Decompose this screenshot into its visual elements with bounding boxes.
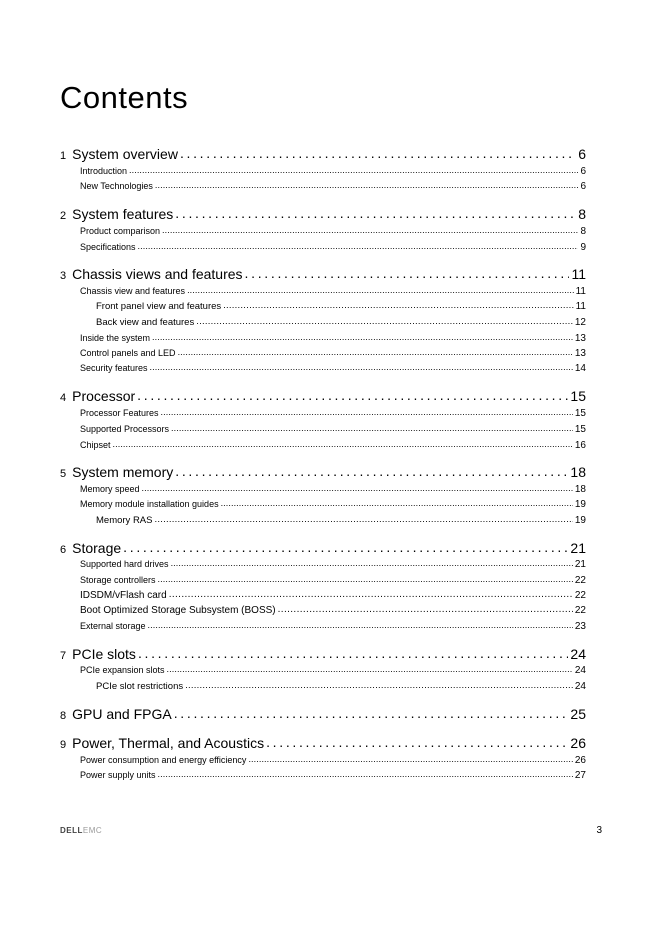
entry-title: Chassis view and features: [80, 286, 186, 296]
toc-entry[interactable]: [60, 166, 586, 177]
page-ref: 16: [574, 440, 586, 451]
entry-title: Inside the system: [80, 333, 151, 343]
dot-leader: [138, 645, 568, 661]
chapter-title: System overview: [72, 146, 178, 162]
dot-leader: [171, 558, 573, 568]
page-ref: 14: [574, 363, 586, 374]
dot-leader: [221, 498, 573, 508]
toc-chapter-5[interactable]: [60, 464, 586, 480]
entry-title: Product comparison: [80, 226, 161, 236]
toc-entry[interactable]: [60, 226, 586, 237]
dot-leader: [223, 300, 573, 311]
entry-title: Power supply units: [80, 770, 156, 780]
dot-leader: [123, 539, 568, 555]
dot-leader: [154, 514, 572, 525]
page-ref: 15: [570, 388, 586, 404]
dot-leader: [178, 347, 573, 357]
entry-title: Power consumption and energy efficiency: [80, 755, 247, 765]
chapter-title: Power, Thermal, and Acoustics: [72, 735, 265, 751]
toc-entry[interactable]: [60, 440, 586, 451]
toc-entry[interactable]: [60, 424, 586, 435]
dot-leader: [175, 205, 576, 221]
dot-leader: [113, 439, 573, 449]
page-ref: 13: [574, 348, 586, 359]
dot-leader: [142, 483, 573, 493]
toc-entry[interactable]: [60, 575, 586, 586]
chapter-title: System features: [72, 206, 174, 222]
dot-leader: [196, 316, 573, 327]
page-ref: 15: [574, 424, 586, 435]
page-ref: 18: [574, 484, 586, 495]
dot-leader: [174, 705, 569, 721]
toc-entry[interactable]: [60, 755, 586, 766]
page-ref: 22: [574, 590, 586, 601]
chapter-title: Processor: [72, 388, 136, 404]
entry-title: Storage controllers: [80, 575, 156, 585]
page-ref: 9: [580, 242, 586, 253]
page-ref: 22: [574, 605, 586, 616]
toc-entry[interactable]: [60, 317, 586, 328]
page-ref: 12: [574, 317, 586, 328]
page-ref: 21: [570, 540, 586, 556]
chapter-title: PCIe slots: [72, 646, 136, 662]
toc-entry[interactable]: [60, 242, 586, 253]
toc-entry[interactable]: [60, 499, 586, 510]
page-ref: 11: [575, 286, 586, 297]
page-ref: 19: [574, 515, 586, 526]
page-ref: 19: [574, 499, 586, 510]
dot-leader: [137, 387, 568, 403]
dot-leader: [138, 241, 579, 251]
toc-entry[interactable]: [60, 770, 586, 781]
entry-title: Chipset: [80, 440, 111, 450]
page-ref: 15: [574, 408, 586, 419]
toc-chapter-6[interactable]: [60, 540, 586, 556]
entry-title: IDSDM/vFlash card: [80, 590, 167, 601]
dot-leader: [180, 145, 576, 161]
page-ref: 26: [574, 755, 586, 766]
toc-entry[interactable]: [60, 605, 586, 616]
dot-leader: [248, 754, 572, 764]
dot-leader: [152, 332, 573, 342]
page-ref: 13: [574, 333, 586, 344]
toc-entry[interactable]: [60, 286, 586, 297]
dot-leader: [129, 165, 578, 175]
dot-leader: [266, 734, 568, 750]
toc-entry[interactable]: [60, 681, 586, 692]
dot-leader: [185, 680, 573, 691]
page-ref: 11: [575, 301, 586, 312]
entry-title: Security features: [80, 363, 148, 373]
page-title: Contents: [60, 80, 189, 115]
toc-entry[interactable]: [60, 348, 586, 359]
entry-title: Specifications: [80, 242, 136, 252]
page-ref: 6: [580, 181, 586, 192]
entry-title: Memory RAS: [96, 515, 153, 526]
dot-leader: [148, 620, 573, 630]
page-ref: 23: [574, 621, 586, 632]
dot-leader: [155, 180, 579, 190]
page-ref: 11: [571, 266, 586, 282]
page-ref: 6: [578, 146, 586, 162]
page-ref: 27: [574, 770, 586, 781]
entry-title: Introduction: [80, 166, 128, 176]
dot-leader: [245, 265, 570, 281]
dot-leader: [187, 285, 574, 295]
toc-entry[interactable]: [60, 590, 586, 601]
entry-title: Boot Optimized Storage Subsystem (BOSS): [80, 605, 276, 616]
chapter-number: 2: [60, 210, 67, 222]
toc-chapter-7[interactable]: [60, 646, 586, 662]
chapter-title: GPU and FPGA: [72, 706, 172, 722]
toc-entry[interactable]: [60, 408, 586, 419]
chapter-number: 7: [60, 650, 67, 662]
page-ref: 24: [574, 681, 586, 692]
entry-title: External storage: [80, 621, 146, 631]
entry-title: Memory speed: [80, 484, 140, 494]
dot-leader: [171, 423, 573, 433]
chapter-number: 4: [60, 392, 67, 404]
chapter-title: Storage: [72, 540, 122, 556]
chapter-number: 1: [60, 150, 67, 162]
dot-leader: [162, 225, 578, 235]
dot-leader: [167, 664, 573, 674]
entry-title: Back view and features: [96, 317, 195, 328]
dot-leader: [158, 574, 573, 584]
toc-entry[interactable]: [60, 559, 586, 570]
toc-entry[interactable]: [60, 333, 586, 344]
toc-chapter-3[interactable]: [60, 266, 586, 282]
toc-entry[interactable]: [60, 621, 586, 632]
page-number: 3: [596, 825, 602, 836]
toc-entry[interactable]: [60, 665, 586, 676]
dot-leader: [175, 463, 568, 479]
page-ref: 18: [570, 464, 586, 480]
dot-leader: [278, 604, 573, 615]
logo-emc-text: EMC: [82, 826, 103, 835]
toc-entry[interactable]: [60, 515, 586, 526]
chapter-title: System memory: [72, 464, 174, 480]
chapter-title: Chassis views and features: [72, 266, 243, 282]
entry-title: Supported Processors: [80, 424, 170, 434]
page-ref: 24: [570, 646, 586, 662]
page-ref: 26: [570, 735, 586, 751]
entry-title: Control panels and LED: [80, 348, 176, 358]
entry-title: Memory module installation guides: [80, 499, 219, 509]
entry-title: PCIe slot restrictions: [96, 681, 184, 692]
dot-leader: [158, 769, 573, 779]
dell-emc-logo: [60, 826, 102, 835]
chapter-number: 5: [60, 468, 67, 480]
entry-title: Processor Features: [80, 408, 159, 418]
page-ref: 22: [574, 575, 586, 586]
logo-dell-text: DELL: [60, 826, 83, 835]
page-ref: 21: [574, 559, 586, 570]
dot-leader: [150, 362, 573, 372]
toc-chapter-9[interactable]: [60, 735, 586, 751]
chapter-number: 8: [60, 710, 67, 722]
entry-title: Supported hard drives: [80, 559, 169, 569]
toc-chapter-2[interactable]: [60, 206, 586, 222]
chapter-number: 3: [60, 270, 67, 282]
entry-title: New Technologies: [80, 181, 153, 191]
page-ref: 25: [570, 706, 586, 722]
entry-title: PCIe expansion slots: [80, 665, 165, 675]
toc-chapter-8[interactable]: [60, 706, 586, 722]
chapter-number: 9: [60, 739, 67, 751]
dot-leader: [161, 407, 573, 417]
chapter-number: 6: [60, 544, 67, 556]
toc-chapter-4[interactable]: [60, 388, 586, 404]
entry-title: Front panel view and features: [96, 301, 222, 312]
page-ref: 8: [580, 226, 586, 237]
toc-entry[interactable]: [60, 484, 586, 495]
page-ref: 24: [574, 665, 586, 676]
toc-entry[interactable]: [60, 181, 586, 192]
dot-leader: [169, 589, 573, 600]
page-ref: 8: [578, 206, 586, 222]
page-ref: 6: [580, 166, 586, 177]
toc-chapter-1[interactable]: [60, 146, 586, 162]
toc-entry[interactable]: [60, 301, 586, 312]
toc-entry[interactable]: [60, 363, 586, 374]
